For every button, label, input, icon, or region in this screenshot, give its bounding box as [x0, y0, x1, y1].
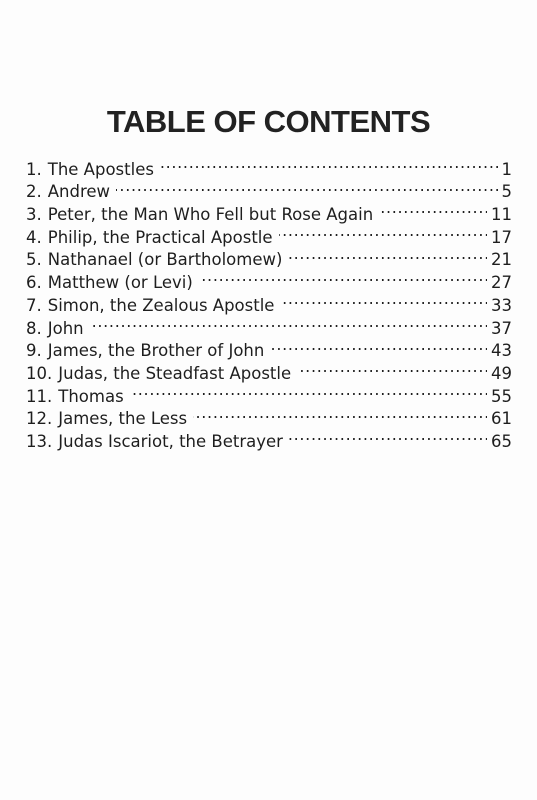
entry-title: James, the Less: [58, 409, 188, 429]
entry-title: Judas, the Steadfast Apostle: [58, 363, 292, 383]
entry-number: 7.: [26, 295, 42, 315]
dot-leader: [130, 379, 487, 402]
entry-title: Matthew (or Levi): [47, 273, 193, 293]
entry-title: Judas Iscariot, the Betrayer: [58, 431, 283, 451]
entry-page-number: 61: [491, 409, 512, 429]
toc-entry: [26, 311, 512, 338]
entry-page-number: 21: [491, 250, 512, 270]
entry-title: John: [47, 318, 84, 338]
entry-number: 1.: [26, 159, 42, 179]
entry-number: 11.: [26, 386, 53, 406]
dot-leader: [279, 220, 487, 243]
dot-leader: [297, 356, 487, 379]
entry-page-number: 17: [491, 227, 512, 247]
dot-leader: [280, 288, 487, 311]
entry-number: 13.: [26, 431, 53, 451]
dot-leader: [160, 152, 498, 175]
entry-page-number: 33: [491, 295, 512, 315]
toc-entry: [26, 152, 512, 179]
dot-leader: [193, 402, 487, 425]
entry-number: 12.: [26, 409, 53, 429]
entry-title: James, the Brother of John: [47, 341, 265, 361]
entry-title: Peter, the Man Who Fell but Rose Again: [47, 205, 374, 225]
table-of-contents: [26, 152, 512, 451]
entry-number: 4.: [26, 227, 42, 247]
entry-number: 3.: [26, 205, 42, 225]
entry-title: Philip, the Practical Apostle: [47, 227, 273, 247]
entry-number: 6.: [26, 273, 42, 293]
entry-number: 9.: [26, 341, 42, 361]
entry-page-number: 27: [491, 273, 512, 293]
page-title: TABLE OF CONTENTS: [106, 104, 431, 139]
toc-entry: [26, 334, 512, 361]
entry-number: 10.: [26, 363, 53, 383]
entry-title: Simon, the Zealous Apostle: [47, 295, 275, 315]
entry-page-number: 5: [501, 182, 512, 202]
dot-leader: [199, 265, 487, 288]
entry-title: The Apostles: [47, 159, 154, 179]
entry-page-number: 65: [491, 431, 512, 451]
entry-page-number: 11: [491, 205, 512, 225]
entry-page-number: 43: [491, 341, 512, 361]
entry-number: 5.: [26, 250, 42, 270]
entry-number: 2.: [26, 182, 42, 202]
entry-title: Nathanael (or Bartholomew): [47, 250, 283, 270]
entry-title: Andrew: [47, 182, 111, 202]
entry-page-number: 1: [501, 159, 512, 179]
entry-page-number: 49: [491, 363, 512, 383]
dot-leader: [116, 175, 497, 198]
entry-page-number: 55: [491, 386, 512, 406]
dot-leader: [288, 243, 487, 266]
dot-leader: [90, 311, 487, 334]
dot-leader: [379, 197, 487, 220]
dot-leader: [270, 334, 487, 357]
entry-page-number: 37: [491, 318, 512, 338]
entry-title: Thomas: [58, 386, 124, 406]
dot-leader: [289, 424, 487, 447]
entry-number: 8.: [26, 318, 42, 338]
